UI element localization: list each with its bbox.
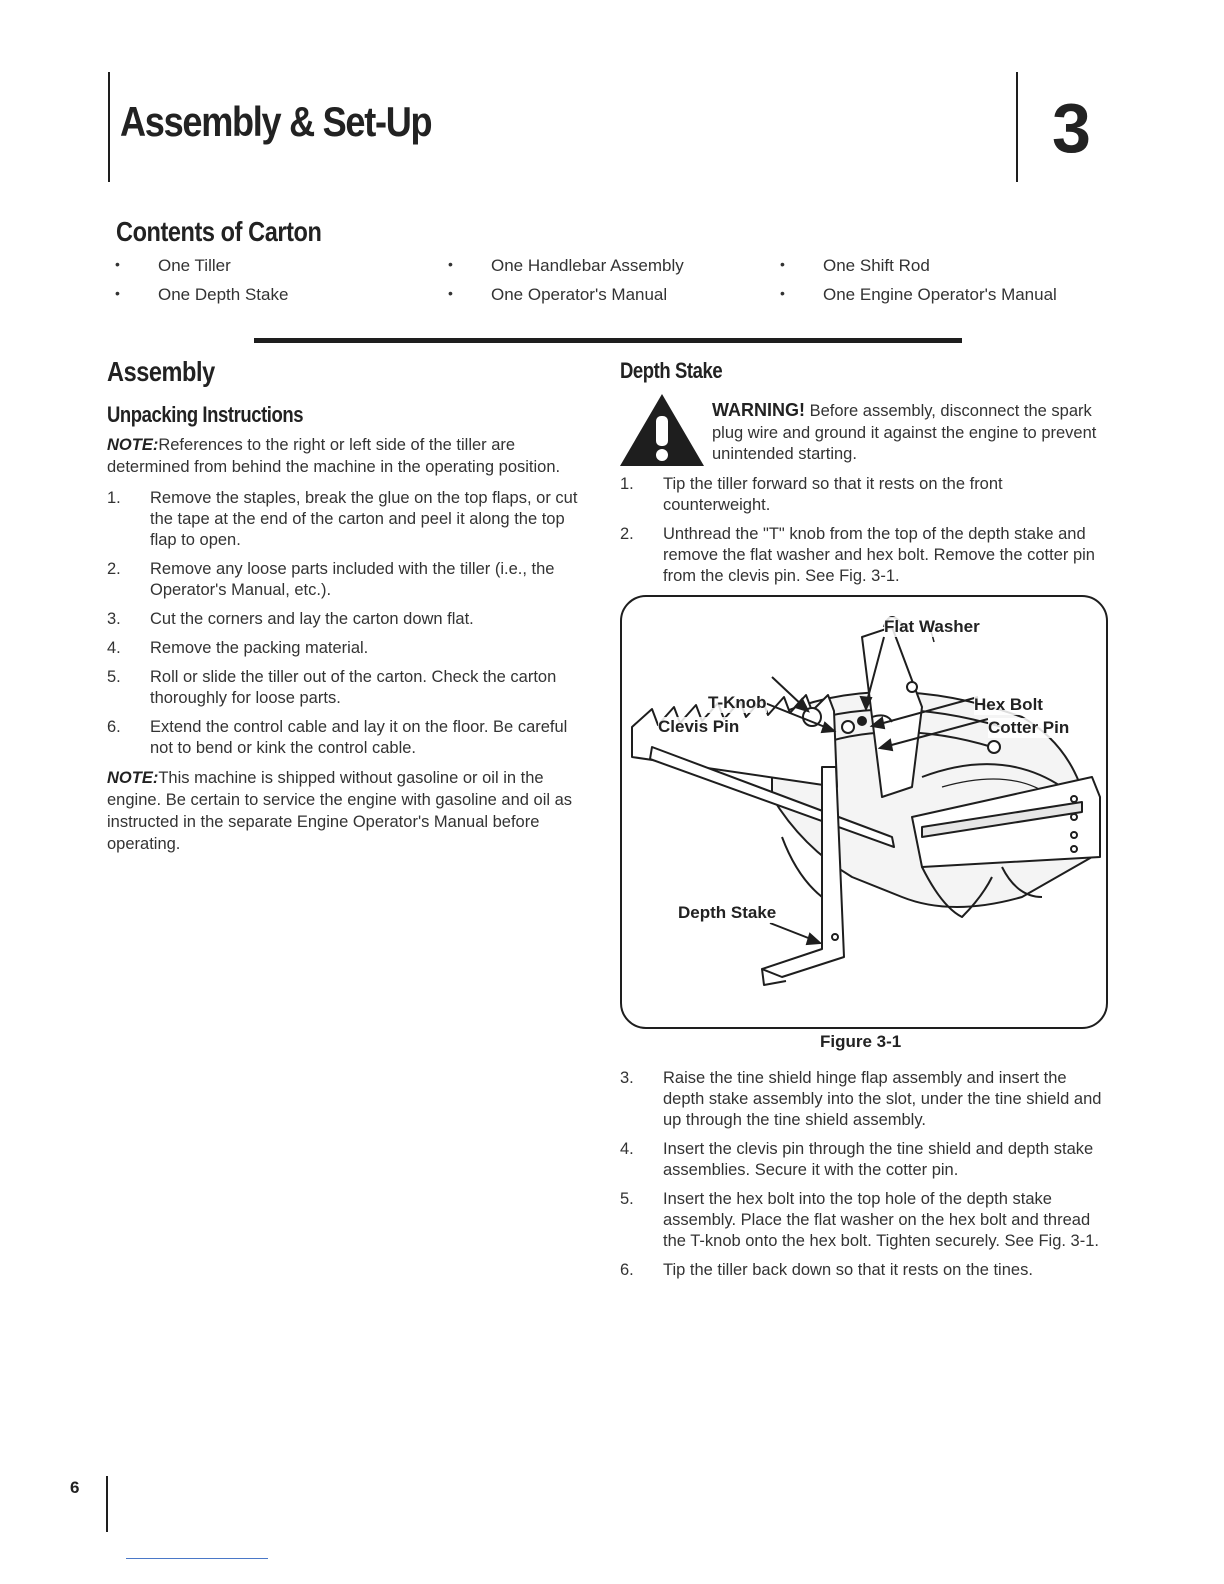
chapter-title: Assembly & Set-Up (120, 98, 432, 145)
warning-icon (618, 392, 706, 468)
carton-item: • One Handlebar Assembly (448, 256, 684, 275)
list-item: 2. Unthread the "T" knob from the top of the depth stake and remove the flat washer and hex bolt. Remove the cotter pin from the clevis pin. See Fig. 3-1. (620, 525, 1095, 585)
list-item: 1. Tip the tiller forward so that it rests on the front counterweight. (620, 475, 1003, 514)
unpacking-steps (107, 488, 591, 759)
figure-3-1 (620, 595, 1108, 1029)
note-paragraph (107, 434, 591, 478)
depth-stake-title: Depth Stake (620, 358, 723, 383)
section-divider (254, 338, 962, 343)
list-item: 4. Remove the packing material. (107, 639, 369, 657)
footer-link-line (126, 1558, 268, 1559)
carton-item: • One Shift Rod (780, 256, 930, 275)
warning-label: WARNING! (712, 400, 805, 420)
depth-steps-a (620, 474, 1108, 595)
note-label: NOTE: (107, 769, 159, 787)
label-hex-bolt: Hex Bolt (974, 695, 1043, 714)
label-flat-washer: Flat Washer (884, 617, 980, 636)
list-item: 5. Roll or slide the tiller out of the carton. Check the carton thoroughly for loose parts. (107, 668, 557, 707)
list-item: 5. Insert the hex bolt into the top hole of the depth stake assembly. Place the flat washer on the hex bolt and thread the T-knob onto the hex bolt. Tighten securely. See Fig. 3-1. (620, 1190, 1099, 1250)
list-item: 4. Insert the clevis pin through the tine shield and depth stake assemblies. Secure it with the cotter pin. (620, 1140, 1094, 1179)
list-item: 3. Raise the tine shield hinge flap assembly and insert the depth stake assembly into the slot, under the tine shield and up through the tine shield assembly. (620, 1069, 1102, 1129)
list-item: 2. Remove any loose parts included with the tiller (i.e., the Operator's Manual, etc.). (107, 560, 555, 599)
note-label: NOTE: (107, 436, 159, 454)
header-right-bar (1016, 72, 1018, 182)
carton-item: • One Operator's Manual (448, 285, 668, 304)
carton-item: • One Engine Operator's Manual (780, 285, 1057, 304)
warning-text: Before assembly, disconnect the spark plug wire and ground it against the engine to prevent unintended starting. (712, 402, 1097, 463)
unpacking-body (107, 434, 591, 855)
tiller-illustration (622, 597, 1106, 1027)
list-item: 3. Cut the corners and lay the carton down flat. (107, 610, 474, 628)
depth-steps-b (620, 1068, 1108, 1289)
label-depth-stake: Depth Stake (678, 903, 777, 922)
figure-caption: Figure 3-1 (820, 1032, 902, 1051)
carton-item: • One Depth Stake (115, 285, 289, 304)
label-t-knob: T-Knob (708, 693, 767, 712)
warning-paragraph (712, 400, 1106, 466)
contents-title: Contents of Carton (116, 216, 322, 247)
unpacking-title: Unpacking Instructions (107, 402, 304, 427)
assembly-title: Assembly (107, 356, 215, 387)
label-clevis-pin: Clevis Pin (658, 717, 740, 736)
footer-bar (106, 1476, 108, 1532)
note-text: References to the right or left side of the tiller are determined from behind the machine in the operating position. (107, 436, 561, 476)
header-left-bar (108, 72, 110, 182)
list-item: 1. Remove the staples, break the glue on the top flaps, or cut the tape at the end of the carton and peel it along the top flap to open. (107, 489, 578, 549)
list-item: 6. Tip the tiller back down so that it rests on the tines. (620, 1261, 1033, 1279)
label-cotter-pin: Cotter Pin (988, 718, 1070, 737)
page-number: 6 (70, 1478, 80, 1497)
note-text: This machine is shipped without gasoline or oil in the engine. Be certain to service the engine with gasoline and oil as instructed in the separate Engine Operator's Manual before operating. (107, 769, 573, 853)
chapter-number: 3 (1052, 89, 1091, 167)
note-paragraph (107, 767, 591, 855)
list-item: 6. Extend the control cable and lay it on the floor. Be careful not to bend or kink the control cable. (107, 718, 568, 757)
carton-item: • One Tiller (115, 256, 231, 275)
